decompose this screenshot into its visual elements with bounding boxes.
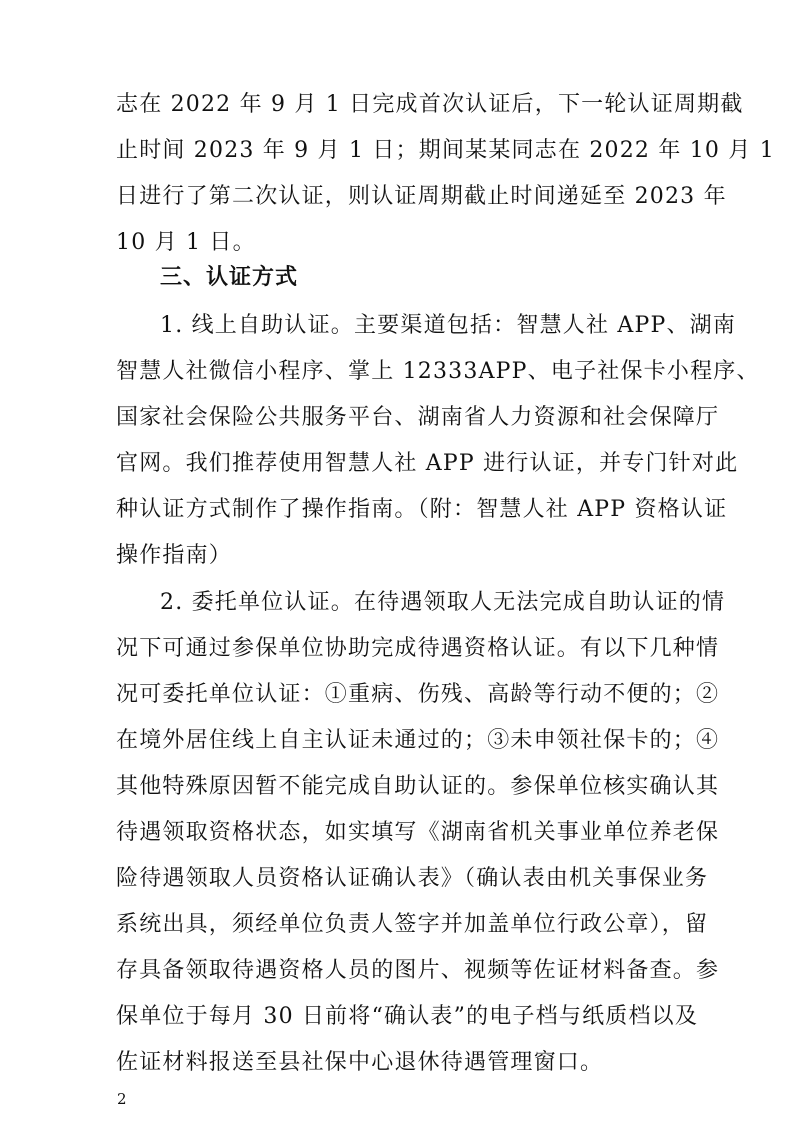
paragraph-line: 况可委托单位认证：①重病、伤残、高龄等行动不便的；② xyxy=(116,682,720,707)
paragraph-line: 种认证方式制作了操作指南。（附：智慧人社 APP 资格认证 xyxy=(116,497,728,522)
paragraph-line: 2. 委托单位认证。在待遇领取人无法完成自助认证的情 xyxy=(160,590,726,615)
paragraph-line: 操作指南） xyxy=(116,543,233,568)
paragraph-line: 险待遇领取人员资格认证确认表》（确认表由机关事保业务 xyxy=(116,866,709,891)
section-heading: 三、认证方式 xyxy=(160,265,299,290)
paragraph-line: 系统出具，须经单位负责人签字并加盖单位行政公章），留 xyxy=(116,912,709,937)
paragraph-line: 智慧人社微信小程序、掌上 12333APP、电子社保卡小程序、 xyxy=(116,359,760,384)
paragraph-line: 志在 2022 年 9 月 1 日完成首次认证后，下一轮认证周期截 xyxy=(116,92,744,117)
paragraph-line: 其他特殊原因暂不能完成自助认证的。参保单位核实确认其 xyxy=(116,774,720,799)
paragraph-line: 日进行了第二次认证，则认证周期截止时间递延至 2023 年 xyxy=(116,184,727,209)
paragraph-line: 国家社会保险公共服务平台、湖南省人力资源和社会保障厅 xyxy=(116,405,720,430)
paragraph-line: 官网。我们推荐使用智慧人社 APP 进行认证，并专门针对此 xyxy=(116,451,739,476)
paragraph-line: 保单位于每月 30 日前将“确认表”的电子档与纸质档以及 xyxy=(116,1004,699,1029)
paragraph-line: 存具备领取待遇资格人员的图片、视频等佐证材料备查。参 xyxy=(116,958,720,983)
paragraph-line: 在境外居住线上自主认证未通过的；③未申领社保卡的；④ xyxy=(116,728,720,753)
paragraph-line: 况下可通过参保单位协助完成待遇资格认证。有以下几种情 xyxy=(116,636,720,661)
paragraph-line: 待遇领取资格状态，如实填写《湖南省机关事业单位养老保 xyxy=(116,820,720,845)
page-number: 2 xyxy=(117,1090,127,1108)
paragraph-line: 止时间 2023 年 9 月 1 日；期间某某同志在 2022 年 10 月 1 xyxy=(116,138,775,163)
paragraph-line: 10 月 1 日。 xyxy=(116,230,256,255)
paragraph-line: 佐证材料报送至县社保中心退休待遇管理窗口。 xyxy=(116,1050,604,1075)
paragraph-line: 1. 线上自助认证。主要渠道包括：智慧人社 APP、湖南 xyxy=(160,313,737,338)
